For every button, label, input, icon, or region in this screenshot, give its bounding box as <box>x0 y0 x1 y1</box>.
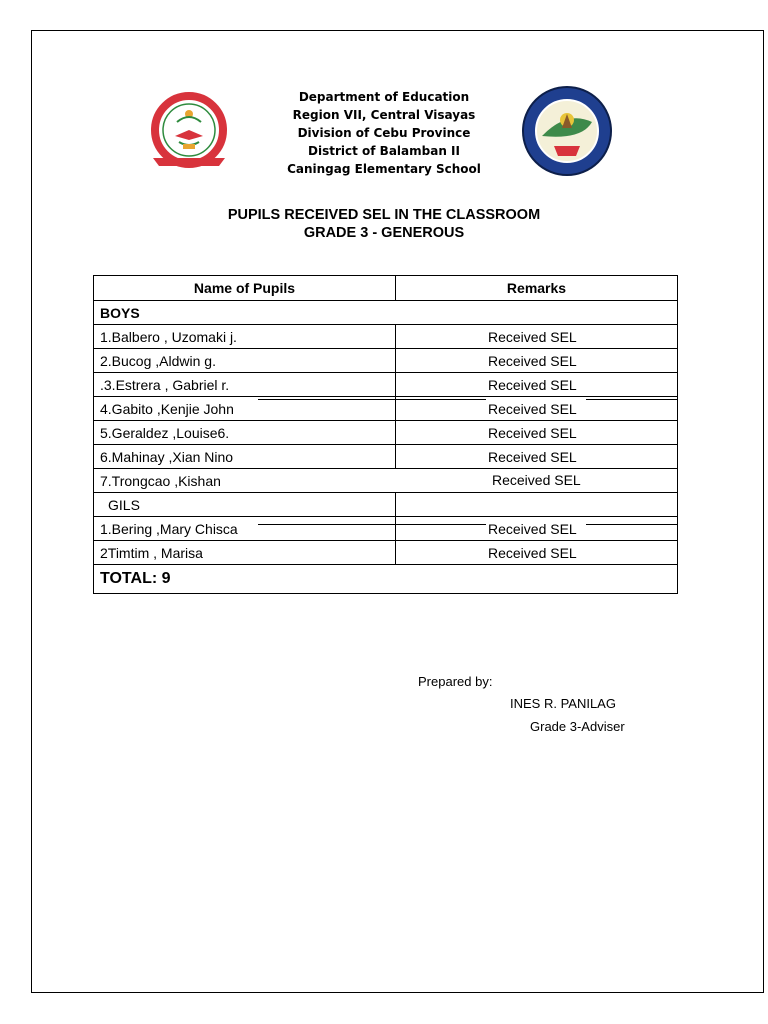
column-header-remarks: Remarks <box>396 276 678 301</box>
boys-label: BOYS <box>94 301 678 325</box>
pupil-name: 4.Gabito ,Kenjie John <box>94 397 396 421</box>
prepared-by-label: Prepared by: <box>418 674 493 689</box>
pupil-name: 2Timtim , Marisa <box>94 541 396 565</box>
adviser-position: Grade 3-Adviser <box>530 719 625 734</box>
total-label: TOTAL: 9 <box>94 565 678 594</box>
table-header-row <box>94 276 678 301</box>
pupil-remark: Received SEL <box>396 517 678 541</box>
pupil-remark: Received SEL <box>396 541 678 565</box>
table-row <box>94 325 678 349</box>
column-header-name: Name of Pupils <box>94 276 396 301</box>
table-row-merged <box>94 469 678 493</box>
document-title <box>92 206 676 242</box>
pupil-name: 2.Bucog ,Aldwin g. <box>94 349 396 373</box>
pupils-table <box>93 275 678 594</box>
table-row <box>94 469 678 493</box>
table-row <box>94 541 678 565</box>
division-logo-icon <box>518 84 616 178</box>
table-row <box>94 421 678 445</box>
table-row <box>94 349 678 373</box>
underline-mark <box>258 524 486 525</box>
empty-cell <box>396 493 678 517</box>
table-row <box>94 517 678 541</box>
table-row <box>94 397 678 421</box>
pupil-name: 6.Mahinay ,Xian Nino <box>94 445 396 469</box>
header-line-division: Division of Cebu Province <box>297 126 471 140</box>
boys-label-row <box>94 301 678 325</box>
header-line-school: Caningag Elementary School <box>287 162 481 176</box>
girls-label: GILS <box>94 493 396 517</box>
pupil-remark: Received SEL <box>492 472 581 488</box>
pupil-remark: Received SEL <box>396 349 678 373</box>
pupil-remark: Received SEL <box>396 445 678 469</box>
header-line-district: District of Balamban II <box>308 144 460 158</box>
table-row <box>94 445 678 469</box>
underline-mark <box>258 324 486 325</box>
girls-label-row <box>94 493 678 517</box>
school-logo-icon <box>147 92 231 176</box>
pupil-remark: Received SEL <box>396 325 678 349</box>
pupil-name: 1.Bering ,Mary Chisca <box>94 517 396 541</box>
pupil-name: 7.Trongcao ,Kishan <box>100 472 221 489</box>
table-row <box>94 373 678 397</box>
header-line-department: Department of Education <box>298 90 470 104</box>
pupil-name: .3.Estrera , Gabriel r. <box>94 373 396 397</box>
title-line-2: GRADE 3 - GENEROUS <box>303 225 465 241</box>
pupil-remark: Received SEL <box>396 397 678 421</box>
underline-mark <box>586 399 678 400</box>
underline-mark <box>586 324 678 325</box>
pupil-name: 5.Geraldez ,Louise6. <box>94 421 396 445</box>
underline-mark <box>586 524 678 525</box>
title-line-1: PUPILS RECEIVED SEL IN THE CLASSROOM <box>227 207 541 223</box>
pupil-name: 1.Balbero , Uzomaki j. <box>94 325 396 349</box>
school-header <box>260 88 508 178</box>
header-line-region: Region VII, Central Visayas <box>292 108 476 122</box>
total-row <box>94 565 678 594</box>
adviser-name: INES R. PANILAG <box>510 696 616 711</box>
underline-mark <box>258 399 486 400</box>
pupil-remark: Received SEL <box>396 421 678 445</box>
pupil-remark: Received SEL <box>396 373 678 397</box>
